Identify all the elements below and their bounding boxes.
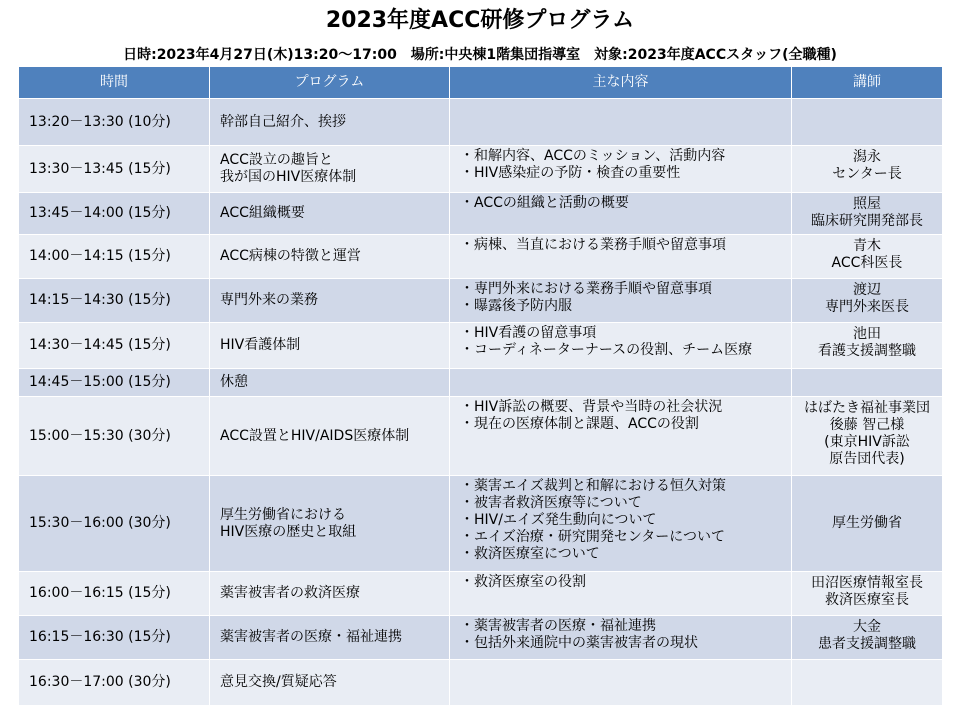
cell-time: 13:20－13:30 (10分) <box>19 99 210 146</box>
cell-content-line: ・HIV看護の留意事項 <box>460 325 597 341</box>
header-program: プログラム <box>210 67 450 99</box>
cell-lecturer <box>792 572 943 616</box>
cell-lecturer-line: 患者支援調整職 <box>818 636 916 652</box>
cell-time: 14:45－15:00 (15分) <box>19 369 210 397</box>
cell-program-line: ACC設立の趣旨と <box>220 152 333 168</box>
cell-lecturer <box>792 323 943 369</box>
cell-program <box>210 572 450 616</box>
cell-content-line: ・病棟、当直における業務手順や留意事項 <box>460 237 726 253</box>
cell-content-line: ・専門外来における業務手順や留意事項 <box>460 281 712 297</box>
event-details: 日時:2023年4月27日(木)13:20～17:00 場所:中央棟1階集団指導室 対象:2023年度ACCスタッフ(全職種) <box>123 47 837 63</box>
cell-program <box>210 616 450 660</box>
cell-program-line: ACC設置とHIV/AIDS医療体制 <box>220 427 410 444</box>
cell-content-line: ・現在の医療体制と課題、ACCの役割 <box>460 416 699 432</box>
cell-time: 16:30－17:00 (30分) <box>19 660 210 706</box>
cell-time: 14:15－14:30 (15分) <box>19 279 210 323</box>
cell-program <box>210 323 450 369</box>
table-row <box>19 572 943 616</box>
cell-lecturer-line: 池田 <box>853 326 881 342</box>
table-header-row <box>19 67 943 99</box>
header-time: 時間 <box>19 67 210 99</box>
cell-lecturer <box>792 660 943 706</box>
schedule-body <box>19 99 943 706</box>
cell-program <box>210 660 450 706</box>
cell-content-line: ・救済医療室について <box>460 546 600 562</box>
cell-content-line: ・薬害エイズ裁判と和解における恒久対策 <box>460 478 726 494</box>
cell-content-line: ・エイズ治療・研究開発センターについて <box>460 529 726 545</box>
cell-content <box>450 279 792 323</box>
cell-content-line: ・包括外来通院中の薬害被害者の現状 <box>460 635 698 651</box>
cell-content-line: ・和解内容、ACCのミッション、活動内容 <box>460 148 726 164</box>
cell-program-line: HIV看護体制 <box>220 337 301 353</box>
cell-lecturer-line: 照屋 <box>853 196 881 212</box>
cell-lecturer <box>792 476 943 572</box>
cell-program-line: 薬害被害者の救済医療 <box>220 585 360 601</box>
cell-lecturer-line: 渡辺 <box>853 282 881 298</box>
cell-program <box>210 476 450 572</box>
cell-content <box>450 146 792 193</box>
cell-lecturer-line: 厚生労働省 <box>832 515 902 531</box>
table-row <box>19 616 943 660</box>
cell-time: 16:00－16:15 (15分) <box>19 572 210 616</box>
table-row <box>19 99 943 146</box>
cell-content-line: ・HIV訴訟の概要、背景や当時の社会状況 <box>460 399 723 415</box>
cell-content-line: ・救済医療室の役割 <box>460 574 586 590</box>
cell-program <box>210 99 450 146</box>
cell-program <box>210 397 450 476</box>
cell-lecturer-line: 後藤 智己様 <box>829 417 905 433</box>
cell-content <box>450 235 792 279</box>
cell-lecturer <box>792 235 943 279</box>
cell-lecturer <box>792 369 943 397</box>
cell-lecturer-line: 救済医療室長 <box>825 592 909 608</box>
cell-program <box>210 279 450 323</box>
cell-program-line: 専門外来の業務 <box>220 292 318 308</box>
cell-lecturer <box>792 279 943 323</box>
cell-lecturer-line: 青木 <box>853 238 881 254</box>
cell-time: 15:30－16:00 (30分) <box>19 476 210 572</box>
cell-lecturer-line: 専門外来医長 <box>825 299 909 315</box>
cell-content <box>450 323 792 369</box>
cell-time: 16:15－16:30 (15分) <box>19 616 210 660</box>
cell-program-line: ACC病棟の特徴と運営 <box>220 248 361 264</box>
cell-program-line: 厚生労働省における <box>220 506 346 523</box>
cell-time: 13:45－14:00 (15分) <box>19 193 210 235</box>
cell-lecturer-line: はばたき福祉事業団 <box>804 400 930 416</box>
header-lecturer: 講師 <box>792 67 943 99</box>
cell-content-line: ・HIV感染症の予防・検査の重要性 <box>460 165 681 181</box>
cell-lecturer <box>792 146 943 193</box>
cell-content-line: ・ACCの組織と活動の概要 <box>460 195 629 211</box>
table-row <box>19 146 943 193</box>
cell-content <box>450 476 792 572</box>
table-row <box>19 235 943 279</box>
cell-lecturer-line: 潟永 <box>853 149 881 165</box>
schedule-table <box>18 66 943 706</box>
cell-lecturer-line: 田沼医療情報室長 <box>811 575 923 591</box>
cell-program-line: 薬害被害者の医療・福祉連携 <box>220 629 402 645</box>
table-row <box>19 369 943 397</box>
cell-content <box>450 660 792 706</box>
cell-lecturer-line: 大金 <box>853 619 881 635</box>
cell-content-line: ・被害者救済医療等について <box>460 495 642 511</box>
cell-program <box>210 146 450 193</box>
cell-lecturer-line: 原告団代表) <box>829 451 905 467</box>
cell-program <box>210 193 450 235</box>
cell-content-line: ・HIV/エイズ発生動向について <box>460 512 657 528</box>
header-content: 主な内容 <box>450 67 792 99</box>
table-row <box>19 476 943 572</box>
page-title: 2023年度ACC研修プログラム <box>325 8 635 33</box>
cell-program-line: 我が国のHIV医療体制 <box>220 169 357 185</box>
cell-content-line: ・薬害被害者の医療・福祉連携 <box>460 618 656 634</box>
cell-content-line: ・曝露後予防内服 <box>460 298 572 314</box>
cell-lecturer-line: 看護支援調整職 <box>818 343 916 359</box>
cell-time: 13:30－13:45 (15分) <box>19 146 210 193</box>
cell-lecturer-line: (東京HIV訴訟 <box>824 434 910 450</box>
table-row <box>19 660 943 706</box>
cell-lecturer <box>792 397 943 476</box>
cell-lecturer <box>792 616 943 660</box>
cell-program-line: ACC組織概要 <box>220 205 305 221</box>
cell-lecturer-line: センター長 <box>832 166 902 182</box>
cell-program-line: 幹部自己紹介、挨拶 <box>220 113 346 130</box>
cell-content <box>450 572 792 616</box>
cell-program-line: 意見交換/質疑応答 <box>220 674 337 690</box>
cell-time: 14:30－14:45 (15分) <box>19 323 210 369</box>
cell-time: 15:00－15:30 (30分) <box>19 397 210 476</box>
cell-program <box>210 369 450 397</box>
cell-time: 14:00－14:15 (15分) <box>19 235 210 279</box>
cell-content <box>450 369 792 397</box>
table-row <box>19 397 943 476</box>
cell-lecturer-line: 臨床研究開発部長 <box>811 213 923 229</box>
cell-program-line: 休憩 <box>220 374 248 390</box>
cell-lecturer <box>792 99 943 146</box>
table-row <box>19 279 943 323</box>
cell-content <box>450 193 792 235</box>
cell-lecturer-line: ACC科医長 <box>831 255 903 271</box>
cell-content <box>450 99 792 146</box>
table-row <box>19 323 943 369</box>
cell-content-line: ・コーディネーターナースの役割、チーム医療 <box>460 342 753 358</box>
cell-content <box>450 616 792 660</box>
cell-program-line: HIV医療の歴史と取組 <box>220 523 357 540</box>
table-row <box>19 193 943 235</box>
cell-content <box>450 397 792 476</box>
cell-program <box>210 235 450 279</box>
cell-lecturer <box>792 193 943 235</box>
